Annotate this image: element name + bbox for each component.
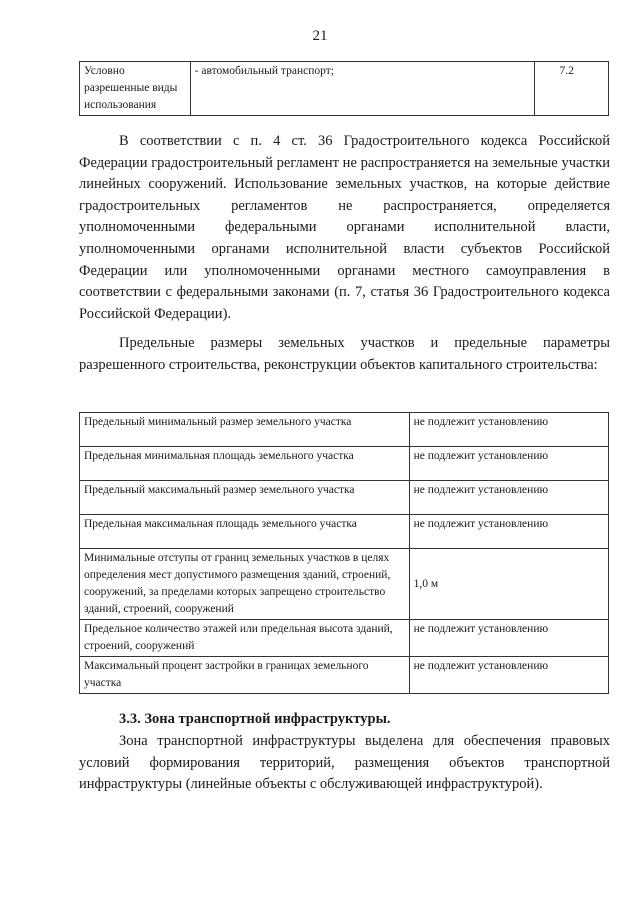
permitted-use-code: 7.2 [535, 62, 609, 116]
table-row [80, 549, 609, 620]
table-row [80, 620, 609, 657]
limit-param: Предельная максимальная площадь земельного участка [80, 515, 410, 549]
table-row [80, 481, 609, 515]
table-row [80, 447, 609, 481]
limit-value: не подлежит установлению [409, 515, 608, 549]
section-title: 3.3. Зона транспортной инфраструктуры. [119, 711, 391, 727]
limits-table [79, 412, 609, 694]
limit-param: Предельный максимальный размер земельного участка [80, 481, 410, 515]
limit-value: не подлежит установлению [409, 447, 608, 481]
paragraph-urban-code: В соответствии с п. 4 ст. 36 Градостроительного кодекса Российской Федерации градостроительный регламент не распространяется на земельные участки линейных сооружений. Использование земельных участков, на которые действие градостроительных регламентов не распространяется, определяется уполномоченными федеральными органами исполнительной власти, уполномоченными органами исполнительной власти субъектов Российской Федерации или уполномоченными органами местного самоуправления в соответствии с федеральными законами (п. 7, статья 36 Градостроительного кодекса Российской Федерации). [79, 133, 610, 322]
limit-param: Предельная минимальная площадь земельного участка [80, 447, 410, 481]
limit-param: Предельный минимальный размер земельного участка [80, 413, 410, 447]
limit-value: 1,0 м [409, 549, 608, 620]
table-row [80, 657, 609, 694]
permitted-use-value: - автомобильный транспорт; [190, 62, 535, 116]
limit-value: не подлежит установлению [409, 657, 608, 694]
paragraph-limits-intro: Предельные размеры земельных участков и предельные параметры разрешенного строительства, реконструкции объектов капитального строительства: [79, 335, 610, 373]
page-number: 21 [312, 28, 328, 44]
permitted-use-table [79, 61, 609, 116]
limit-param: Минимальные отступы от границ земельных участков в целях определения мест допустимого размещения зданий, строений, сооружений, за пределами которых запрещено строительство зданий, строений, сооружений [80, 549, 410, 620]
limit-value: не подлежит установлению [409, 620, 608, 657]
table-row [80, 515, 609, 549]
limit-param: Предельное количество этажей или предельная высота зданий, строений, сооружений [80, 620, 410, 657]
permitted-use-label: Условно разрешенные виды использования [80, 62, 191, 116]
limit-value: не подлежит установлению [409, 481, 608, 515]
table-row [80, 62, 609, 116]
table-row [80, 413, 609, 447]
limit-value: не подлежит установлению [409, 413, 608, 447]
limit-param: Максимальный процент застройки в границах земельного участка [80, 657, 410, 694]
section-paragraph: Зона транспортной инфраструктуры выделена для обеспечения правовых условий формирования территорий, размещения объектов транспортной инфраструктуры (линейные объекты с обслуживающей инфраструктурой). [79, 733, 610, 793]
